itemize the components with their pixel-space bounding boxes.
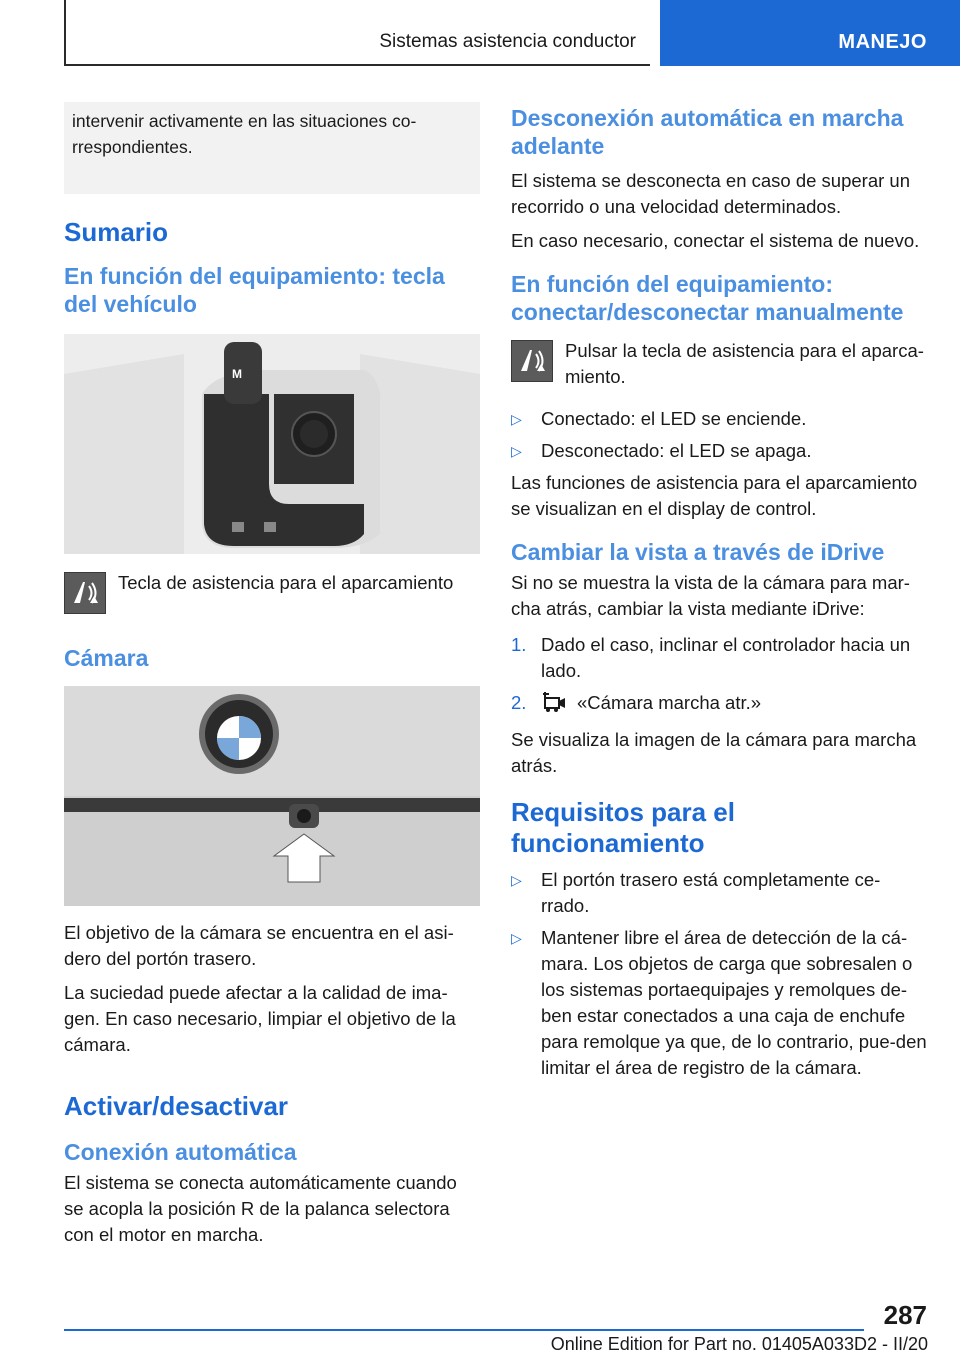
rear-camera-illustration <box>64 686 480 906</box>
svg-text:M: M <box>232 367 242 381</box>
center-console-photo <box>64 334 480 554</box>
chapter-label: MANEJO <box>838 31 927 53</box>
parking-assist-key-icon <box>511 340 553 382</box>
heading-requirements: Requisitos para el funcionamiento <box>511 797 735 858</box>
footer-rule <box>64 1329 864 1331</box>
step-text: Dado el caso, inclinar el controlador hacia un lado. <box>541 634 911 681</box>
manual-bullet-list <box>511 406 927 464</box>
step-number: 1. <box>511 634 527 655</box>
chapter-tab <box>660 0 960 66</box>
auto-on-text: El sistema se conecta automáticamente cuando se acopla la posición R de la palanca selectora con el motor en marcha. <box>64 1172 457 1245</box>
triangle-bullet-icon: ▷ <box>511 411 522 427</box>
edition-text: Online Edition for Part no. 01405A033D2 - II/20 <box>550 1334 928 1354</box>
step-item <box>511 690 927 721</box>
idrive-text-2: Se visualiza la imagen de la cámara para marcha atrás. <box>511 729 917 776</box>
camera-text-1: El objetivo de la cámara se encuentra en el asi-dero del portón trasero. <box>64 922 454 969</box>
heading-camera: Cámara <box>64 645 149 671</box>
page-number: 287 <box>883 1300 927 1330</box>
heading-overview: Sumario <box>64 217 169 247</box>
key-caption: Tecla de asistencia para el aparcamiento <box>118 572 454 593</box>
note-text: intervenir activamente en las situaciones co-rrespondientes. <box>72 111 417 157</box>
list-item-text: Mantener libre el área de detección de la cá-mara. Los objetos de carga que sobresalen o los sistemas portaequipajes y remolques de-ben estar conectados a una caja de enchufe para remolque ya que, de lo contrario, pue-den limitar el área de registro de la cámara. <box>541 927 927 1078</box>
right-column <box>511 102 927 1081</box>
header-rule-horizontal <box>64 64 650 66</box>
manual-text: Pulsar la tecla de asistencia para el aparca-miento. <box>565 340 924 387</box>
key-legend <box>64 572 480 614</box>
manual-text-2: Las funciones de asistencia para el aparcamiento se visualizan en el display de control. <box>511 472 918 519</box>
heading-manual: En función del equipamiento: conectar/desconectar manualmente <box>511 271 904 325</box>
rear-camera-icon <box>541 690 577 721</box>
auto-off-text-1: El sistema se desconecta en caso de superar un recorrido o una velocidad determinados. <box>511 170 911 217</box>
camera-text-2: La suciedad puede afectar a la calidad de ima-gen. En caso necesario, limpiar el objetivo de la cámara. <box>64 982 456 1055</box>
center-console-illustration <box>64 334 480 554</box>
step-item <box>511 632 927 684</box>
heading-activate: Activar/desactivar <box>64 1091 289 1121</box>
section-title: Sistemas asistencia conductor <box>379 31 636 52</box>
parking-assist-key-icon <box>64 572 106 614</box>
triangle-bullet-icon: ▷ <box>511 930 522 946</box>
note-box <box>64 102 480 194</box>
list-item-text: Desconectado: el LED se apaga. <box>541 440 812 461</box>
heading-equipment-key: En función del equipamiento: tecla del vehículo <box>64 263 445 317</box>
list-item-text: Conectado: el LED se enciende. <box>541 408 807 429</box>
auto-off-text-2: En caso necesario, conectar el sistema de nuevo. <box>511 230 920 251</box>
page-header <box>0 0 960 66</box>
triangle-bullet-icon: ▷ <box>511 872 522 888</box>
heading-auto-on: Conexión automática <box>64 1139 297 1165</box>
idrive-text: Si no se muestra la vista de la cámara para mar-cha atrás, cambiar la vista mediante iDrive: <box>511 572 910 619</box>
heading-idrive: Cambiar la vista a través de iDrive <box>511 539 885 565</box>
requirement-list <box>511 867 927 1081</box>
rear-camera-photo <box>64 686 480 906</box>
list-item <box>511 406 927 432</box>
step-text: «Cámara marcha atr.» <box>577 692 762 713</box>
list-item <box>511 438 927 464</box>
list-item-text: El portón trasero está completamente ce-rrado. <box>541 869 881 916</box>
left-column <box>64 102 480 1248</box>
triangle-bullet-icon: ▷ <box>511 443 522 459</box>
list-item <box>511 867 927 919</box>
idrive-steps <box>511 632 927 721</box>
step-number: 2. <box>511 692 527 713</box>
heading-auto-off: Desconexión automática en marcha adelante <box>511 105 904 159</box>
manual-instruction <box>511 340 927 390</box>
list-item <box>511 925 927 1081</box>
